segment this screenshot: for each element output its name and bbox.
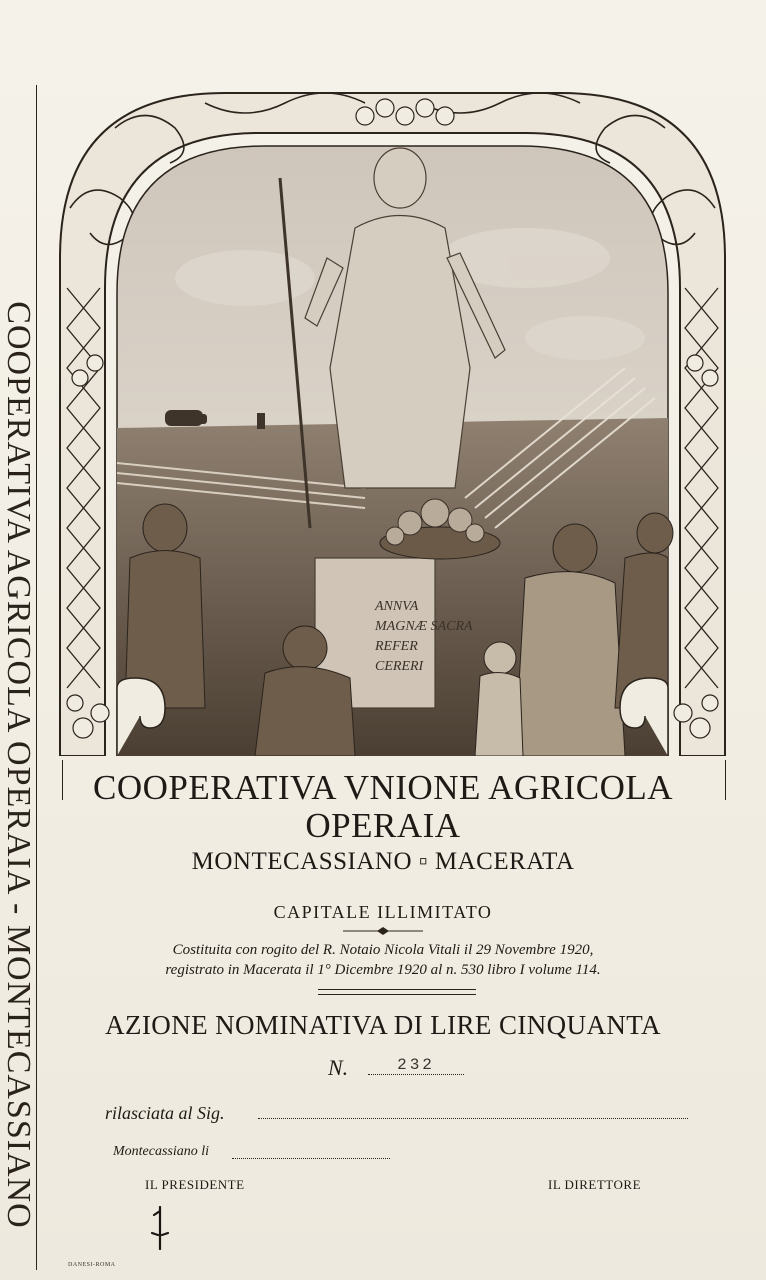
ornament-divider-icon	[343, 927, 423, 935]
stub-strip	[0, 85, 37, 1270]
issued-to-label: rilasciata al Sig.	[105, 1103, 225, 1123]
share-number-value: 232	[397, 1056, 435, 1074]
inscription-line: REFER	[375, 639, 418, 654]
issued-to-line	[258, 1118, 688, 1119]
double-rule	[318, 989, 476, 995]
legal-line-2: registrato in Macerata il 1° Dicembre 1920 al n. 530 libro I volume 114.	[165, 962, 601, 978]
printer-imprint: DANESI-ROMA	[68, 1262, 116, 1268]
legal-line-1: Costituita con rogito del R. Notaio Nicola Vitali il 29 Novembre 1920,	[172, 942, 594, 958]
handwritten-mark-icon	[150, 1205, 170, 1253]
director-signature-label: IL DIRETTORE	[548, 1177, 642, 1192]
company-location: MONTECASSIANO ▫ MACERATA	[191, 848, 575, 875]
inscription-line: CERERI	[375, 659, 424, 674]
place-date-label: Montecassiano li	[113, 1144, 210, 1159]
share-title: AZIONE NOMINATIVA DI LIRE CINQUANTA	[105, 1010, 661, 1040]
share-number-line	[368, 1074, 464, 1075]
capital-statement: CAPITALE ILLIMITATO	[273, 902, 493, 922]
company-name-line-1: COOPERATIVA VNIONE AGRICOLA	[92, 768, 674, 807]
inscription-line: ANNVA	[375, 599, 419, 614]
share-number-label: N.	[328, 1055, 349, 1080]
inscription-line: MAGNÆ SACRA	[375, 619, 473, 634]
ceres-illustration	[55, 88, 730, 756]
illustration-frame	[55, 88, 730, 756]
stub-text: COOPERATIVA AGRICOLA OPERAIA - MONTECASSIANO	[0, 301, 37, 1229]
president-signature-label: IL PRESIDENTE	[145, 1177, 245, 1192]
company-name-line-2: OPERAIA	[305, 806, 461, 845]
place-date-line	[232, 1158, 390, 1159]
